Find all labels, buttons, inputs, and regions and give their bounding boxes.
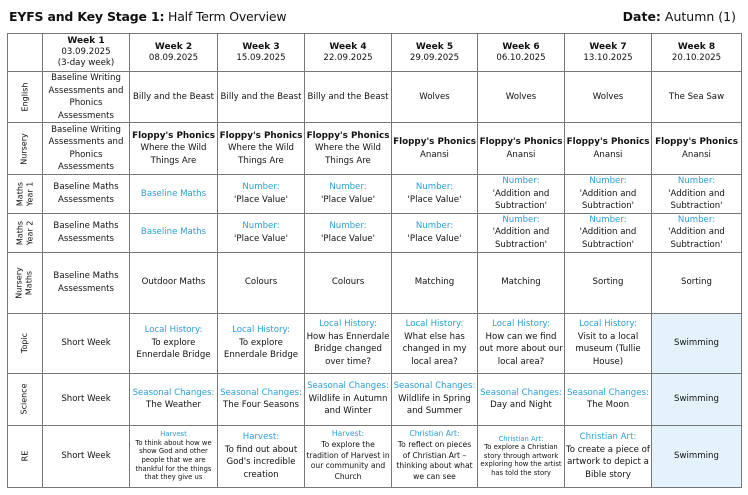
maths-year2-row bbox=[8, 213, 742, 252]
maths-heading: Number: bbox=[242, 182, 280, 193]
science-heading: Seasonal Changes: bbox=[393, 381, 476, 392]
corner-cell bbox=[8, 34, 43, 72]
maths-text: 'Place Value' bbox=[407, 233, 462, 244]
topic-week-3 bbox=[218, 313, 305, 373]
topic-heading: Local History: bbox=[144, 325, 203, 336]
topic-heading: Local History: bbox=[232, 325, 290, 336]
nursery-week-6 bbox=[478, 123, 565, 175]
week-1-header bbox=[43, 34, 130, 72]
week-3-header bbox=[218, 34, 305, 72]
re-heading: Christian Art: bbox=[579, 432, 637, 442]
week-5-header bbox=[392, 34, 478, 72]
maths-text: 'Addition and Subtraction' bbox=[668, 188, 725, 211]
week-date: 29.09.2025 bbox=[409, 52, 460, 63]
maths-text: 'Addition and Subtraction' bbox=[492, 227, 550, 250]
week-date: 13.10.2025 bbox=[583, 52, 633, 63]
maths-heading: Number: bbox=[589, 176, 627, 186]
phonics-text: Where the Wild Things Are bbox=[228, 143, 294, 166]
phonics-text: Where the Wild Things Are bbox=[140, 143, 207, 166]
maths-y2-week-4 bbox=[305, 213, 392, 252]
science-week-5 bbox=[392, 373, 478, 425]
nursery-week-3 bbox=[218, 123, 305, 175]
science-week-7 bbox=[565, 373, 652, 425]
maths-heading: Number: bbox=[329, 221, 367, 231]
english-week-6: Wolves bbox=[478, 72, 565, 123]
maths-heading: Number: bbox=[502, 214, 540, 225]
maths-y2-week-6 bbox=[478, 213, 565, 252]
maths-text: 'Place Value' bbox=[234, 233, 288, 244]
phonics-heading: Floppy's Phonics bbox=[479, 137, 563, 147]
science-heading: Seasonal Changes: bbox=[480, 387, 562, 398]
week-name: Week 2 bbox=[154, 41, 193, 52]
maths-text: 'Place Value' bbox=[321, 194, 375, 205]
maths-text: 'Place Value' bbox=[234, 194, 288, 205]
nursery-maths-week-5: Matching bbox=[392, 252, 478, 313]
phonics-text: Anansi bbox=[593, 149, 623, 160]
title-bold: EYFS and Key Stage 1: bbox=[9, 9, 165, 24]
phonics-text: Anansi bbox=[420, 149, 449, 160]
nursery-maths-week-4: Colours bbox=[305, 252, 392, 313]
nursery-week-4 bbox=[305, 123, 392, 175]
row-label-topic: Topic bbox=[8, 313, 43, 373]
term-date bbox=[623, 9, 736, 24]
english-week-5: Wolves bbox=[392, 72, 478, 123]
topic-heading: Local History: bbox=[579, 319, 637, 329]
science-week-6 bbox=[478, 373, 565, 425]
science-heading: Seasonal Changes: bbox=[567, 387, 649, 398]
nursery-week-8 bbox=[652, 123, 742, 175]
re-week-5 bbox=[392, 425, 478, 487]
re-week-1: Short Week bbox=[43, 425, 130, 487]
science-heading: Seasonal Changes: bbox=[307, 381, 389, 392]
maths-heading: Number: bbox=[502, 176, 540, 186]
nursery-maths-week-7: Sorting bbox=[565, 252, 652, 313]
maths-text: 'Place Value' bbox=[407, 194, 462, 205]
maths-y1-week-8 bbox=[652, 175, 742, 214]
date-value: Autumn (1) bbox=[660, 9, 736, 24]
phonics-text: Anansi bbox=[506, 149, 536, 160]
topic-week-7 bbox=[565, 313, 652, 373]
science-week-3 bbox=[218, 373, 305, 425]
science-text: The Moon bbox=[586, 400, 630, 410]
science-week-1: Short Week bbox=[43, 373, 130, 425]
week-name: Week 5 bbox=[415, 41, 454, 52]
topic-week-4 bbox=[305, 313, 392, 373]
topic-text: Visit to a local museum (Tullie House) bbox=[575, 331, 641, 367]
week-4-header bbox=[305, 34, 392, 72]
maths-y1-week-3 bbox=[218, 175, 305, 214]
re-heading: Harvest: bbox=[331, 429, 365, 438]
week-date: 15.09.2025 bbox=[236, 52, 286, 63]
maths-y2-week-7 bbox=[565, 213, 652, 252]
maths-y2-week-5 bbox=[392, 213, 478, 252]
topic-week-5 bbox=[392, 313, 478, 373]
science-text: The Weather bbox=[146, 400, 201, 410]
nursery-maths-week-1: Baseline Maths Assessments bbox=[43, 252, 130, 313]
maths-text: 'Addition and Subtraction' bbox=[579, 227, 637, 250]
maths-heading: Number: bbox=[415, 182, 454, 193]
page-title bbox=[9, 9, 286, 24]
maths-y1-week-4 bbox=[305, 175, 392, 214]
page-header bbox=[0, 0, 748, 33]
topic-week-6 bbox=[478, 313, 565, 373]
science-week-8: Swimming bbox=[652, 373, 742, 425]
maths-text: 'Place Value' bbox=[321, 233, 375, 244]
re-week-7 bbox=[565, 425, 652, 487]
week-note: (3-day week) bbox=[57, 58, 115, 68]
nursery-maths-row bbox=[8, 252, 742, 313]
phonics-text: Where the Wild Things Are bbox=[315, 143, 381, 166]
row-label-maths-year2: Maths Year 2 bbox=[8, 213, 43, 252]
maths-y2-week-1: Baseline Maths Assessments bbox=[43, 213, 130, 252]
maths-heading: Number: bbox=[677, 214, 716, 225]
maths-y1-week-1: Baseline Maths Assessments bbox=[43, 175, 130, 214]
maths-heading: Number: bbox=[589, 214, 627, 225]
topic-text: To explore Ennerdale Bridge bbox=[136, 337, 211, 361]
english-week-2: Billy and the Beast bbox=[130, 72, 218, 123]
nursery-maths-week-8: Sorting bbox=[652, 252, 742, 313]
re-heading: Christian Art: bbox=[409, 429, 460, 438]
week-name: Week 1 bbox=[67, 36, 105, 46]
maths-y1-week-5 bbox=[392, 175, 478, 214]
phonics-heading: Floppy's Phonics bbox=[566, 137, 650, 147]
science-text: Wildlife in Autumn and Winter bbox=[308, 393, 388, 417]
phonics-heading: Floppy's Phonics bbox=[132, 130, 215, 141]
topic-row bbox=[8, 313, 742, 373]
maths-heading: Number: bbox=[415, 221, 454, 231]
english-week-7: Wolves bbox=[565, 72, 652, 123]
english-week-1: Baseline Writing Assessments and Phonics Assessments bbox=[43, 72, 130, 123]
nursery-week-1: Baseline Writing Assessments and Phonics Assessments bbox=[43, 123, 130, 175]
maths-y2-week-8 bbox=[652, 213, 742, 252]
maths-y1-week-6 bbox=[478, 175, 565, 214]
week-date: 06.10.2025 bbox=[496, 52, 546, 63]
nursery-week-2 bbox=[130, 123, 218, 175]
maths-text: 'Addition and Subtraction' bbox=[579, 188, 637, 211]
row-label-nursery-maths: Nursery Maths bbox=[8, 252, 43, 313]
re-text: To explore a Christian story through artwork exploring how the artist has told the story bbox=[480, 443, 562, 477]
re-week-8: Swimming bbox=[652, 425, 742, 487]
maths-heading: Number: bbox=[242, 221, 280, 231]
week-name: Week 6 bbox=[502, 41, 540, 52]
week-name: Week 3 bbox=[242, 41, 280, 52]
maths-y1-week-2: Baseline Maths bbox=[130, 175, 218, 214]
english-week-8: The Sea Saw bbox=[652, 72, 742, 123]
re-week-4 bbox=[305, 425, 392, 487]
science-heading: Seasonal Changes: bbox=[132, 387, 215, 398]
week-name: Week 4 bbox=[329, 41, 367, 52]
re-text: To explore the tradition of Harvest in our community and Church bbox=[306, 439, 390, 482]
topic-text: What else has changed in my local area? bbox=[402, 331, 467, 367]
nursery-week-5 bbox=[392, 123, 478, 175]
re-text: To create a piece of artwork to depict a Bible story bbox=[566, 444, 650, 480]
row-label-english: English bbox=[8, 72, 43, 123]
topic-heading: Local History: bbox=[492, 319, 550, 329]
nursery-week-7 bbox=[565, 123, 652, 175]
title-rest: Half Term Overview bbox=[164, 9, 287, 24]
week-date: 22.09.2025 bbox=[323, 52, 373, 63]
re-text: To think about how we show God and other people that we are thankful for the things that they give us bbox=[135, 438, 212, 482]
re-heading: Harvest: bbox=[242, 432, 280, 442]
science-week-2 bbox=[130, 373, 218, 425]
science-heading: Seasonal Changes: bbox=[220, 387, 302, 398]
topic-text: How has Ennerdale Bridge changed over time? bbox=[306, 331, 390, 367]
phonics-text: Anansi bbox=[682, 149, 711, 160]
phonics-heading: Floppy's Phonics bbox=[655, 137, 738, 147]
phonics-heading: Floppy's Phonics bbox=[306, 130, 390, 141]
topic-week-8: Swimming bbox=[652, 313, 742, 373]
topic-heading: Local History: bbox=[405, 319, 464, 329]
science-text: Day and Night bbox=[490, 400, 552, 410]
science-row bbox=[8, 373, 742, 425]
english-week-4: Billy and the Beast bbox=[305, 72, 392, 123]
maths-heading: Number: bbox=[329, 182, 367, 193]
re-week-3 bbox=[218, 425, 305, 487]
science-text: Wildlife in Spring and Summer bbox=[398, 393, 471, 417]
row-label-nursery: Nursery bbox=[8, 123, 43, 175]
maths-heading: Number: bbox=[677, 176, 716, 186]
nursery-maths-week-6: Matching bbox=[478, 252, 565, 313]
row-label-maths-year1: Maths Year 1 bbox=[8, 175, 43, 214]
re-heading: Harvest bbox=[160, 430, 187, 439]
maths-y2-week-2: Baseline Maths bbox=[130, 213, 218, 252]
maths-y2-week-3 bbox=[218, 213, 305, 252]
phonics-heading: Floppy's Phonics bbox=[393, 137, 476, 147]
topic-text: How can we find out more about our local area? bbox=[479, 331, 563, 367]
science-week-4 bbox=[305, 373, 392, 425]
topic-week-1: Short Week bbox=[43, 313, 130, 373]
row-label-re: RE bbox=[8, 425, 43, 487]
date-label: Date: bbox=[622, 9, 661, 24]
science-text: The Four Seasons bbox=[223, 400, 299, 410]
nursery-maths-week-3: Colours bbox=[218, 252, 305, 313]
topic-heading: Local History: bbox=[319, 319, 377, 329]
re-row bbox=[8, 425, 742, 487]
row-label-science: Science bbox=[8, 373, 43, 425]
topic-week-2 bbox=[130, 313, 218, 373]
english-row bbox=[8, 72, 742, 123]
week-7-header bbox=[565, 34, 652, 72]
week-date: 20.10.2025 bbox=[671, 52, 722, 63]
re-week-2 bbox=[130, 425, 218, 487]
nursery-maths-week-2: Outdoor Maths bbox=[130, 252, 218, 313]
re-heading: Christian Art: bbox=[498, 434, 544, 443]
topic-text: To explore Ennerdale Bridge bbox=[223, 337, 299, 361]
overview-table bbox=[7, 33, 742, 488]
week-6-header bbox=[478, 34, 565, 72]
phonics-heading: Floppy's Phonics bbox=[219, 130, 303, 141]
english-week-3: Billy and the Beast bbox=[218, 72, 305, 123]
week-date: 03.09.2025 bbox=[61, 47, 111, 57]
nursery-row bbox=[8, 123, 742, 175]
maths-text: 'Addition and Subtraction' bbox=[492, 188, 550, 211]
re-text: To find out about God's incredible creation bbox=[224, 444, 298, 480]
re-text: To reflect on pieces of Christian Art – thinking about what we can see bbox=[396, 439, 473, 482]
week-2-header bbox=[130, 34, 218, 72]
week-8-header bbox=[652, 34, 742, 72]
week-name: Week 8 bbox=[677, 41, 716, 52]
week-name: Week 7 bbox=[589, 41, 627, 52]
re-week-6 bbox=[478, 425, 565, 487]
week-header-row bbox=[8, 34, 742, 72]
week-date: 08.09.2025 bbox=[148, 52, 199, 63]
maths-text: 'Addition and Subtraction' bbox=[668, 227, 725, 250]
maths-y1-week-7 bbox=[565, 175, 652, 214]
maths-year1-row bbox=[8, 175, 742, 214]
